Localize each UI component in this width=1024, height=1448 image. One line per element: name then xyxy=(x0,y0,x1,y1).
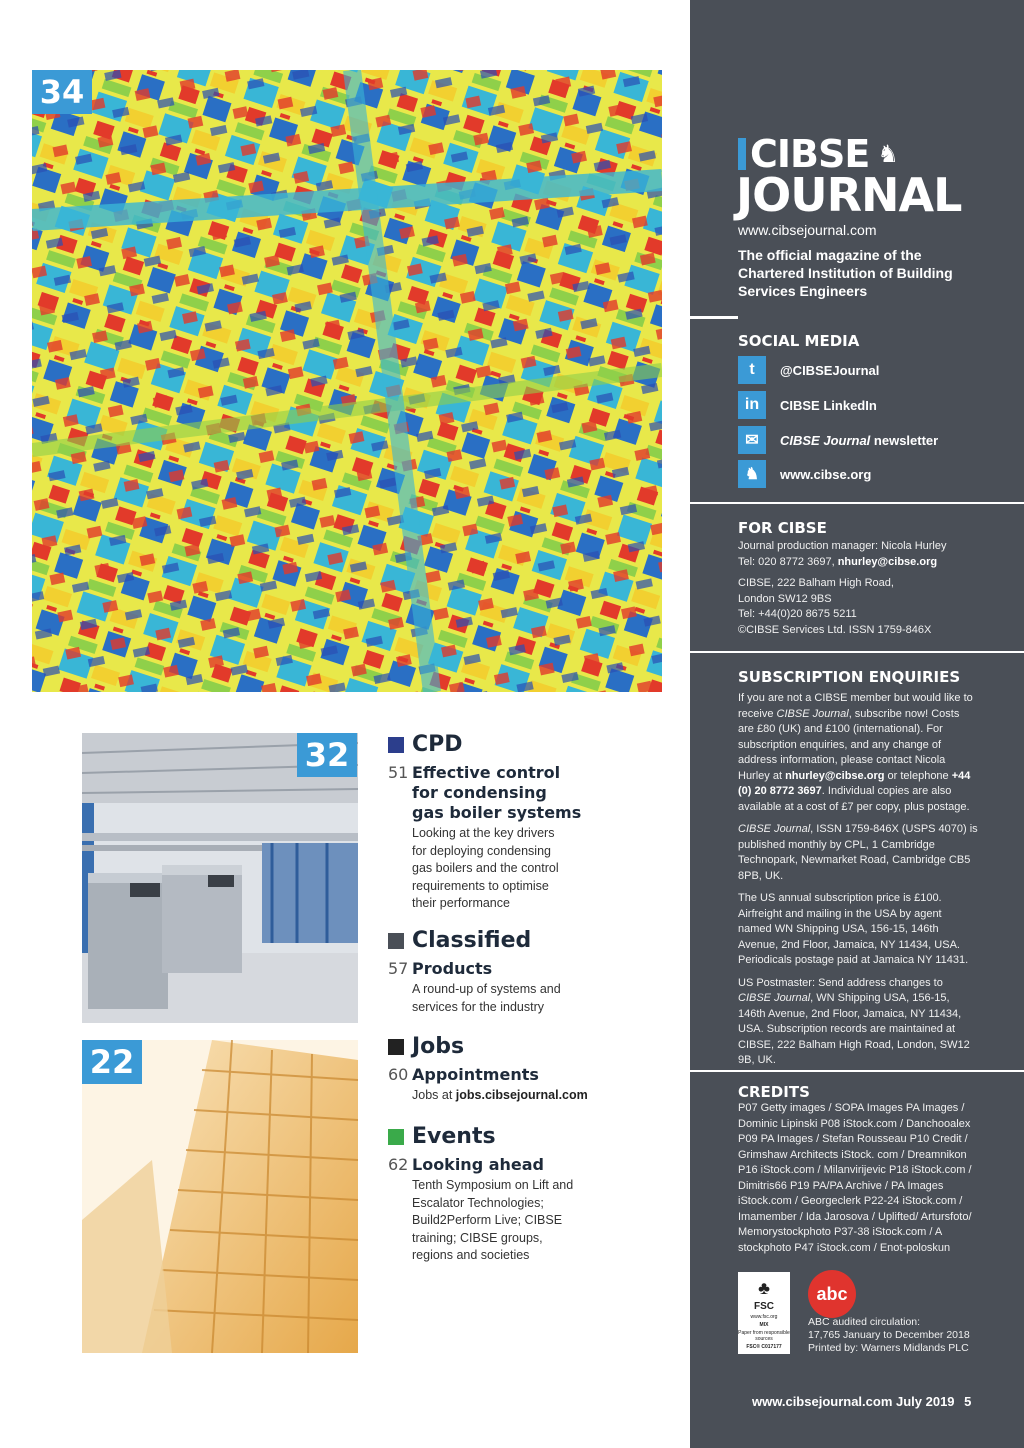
item-page-number: 51 xyxy=(388,763,409,782)
cibse-crest-icon: ♞ xyxy=(738,460,766,488)
contents-cpd xyxy=(388,732,678,913)
social-cibse-website[interactable]: ♞ www.cibse.org xyxy=(738,460,871,488)
divider xyxy=(690,1070,1024,1072)
section-title: Classified xyxy=(412,928,532,953)
email-link[interactable]: nhurley@cibse.org xyxy=(785,769,885,782)
thermal-aerial-image xyxy=(32,70,662,692)
section-square-icon xyxy=(388,1129,404,1145)
item-page-number: 62 xyxy=(388,1155,409,1174)
contents-item[interactable] xyxy=(388,959,678,1016)
journal-url[interactable]: www.cibsejournal.com xyxy=(738,222,877,238)
section-heading-events xyxy=(388,1124,678,1149)
sidebar xyxy=(690,0,1024,1448)
section-title: CPD xyxy=(412,732,463,757)
item-description: A round-up of systems and services for the industry xyxy=(412,982,561,1014)
contents-item[interactable] xyxy=(388,1155,678,1265)
contents-classified xyxy=(388,928,678,1016)
contents-item[interactable] xyxy=(388,763,678,913)
social-newsletter[interactable]: ✉ CIBSE Journal newsletter xyxy=(738,426,938,454)
subscription-heading: SUBSCRIPTION ENQUIRIES xyxy=(738,668,961,686)
abc-circulation: ABC audited circulation: 17,765 January to December 2018 Printed by: Warners Midlands PLC xyxy=(808,1316,970,1354)
tagline: The official magazine of the Chartered Institution of Building Services Engineers xyxy=(738,247,953,299)
jobs-link[interactable]: jobs.cibsejournal.com xyxy=(455,1088,588,1102)
item-page-number: 60 xyxy=(388,1065,409,1084)
journal-logo: JOURNAL xyxy=(736,168,962,222)
item-page-number: 57 xyxy=(388,959,409,978)
contents-events xyxy=(388,1124,678,1265)
item-description: Looking at the key drivers for deploying condensing gas boilers and the control requirements to optimise their performance xyxy=(412,826,559,910)
contents-jobs xyxy=(388,1034,678,1105)
page-footer: www.cibsejournal.com July 2019 5 xyxy=(752,1394,972,1409)
for-cibse-contact: Journal production manager: Nicola Hurley Tel: 020 8772 3697, nhurley@cibse.org CIBSE, 222 Balham High Road, London SW12 9BS Tel: +44(0)20 8675 5211 ©CIBSE Services Ltd. ISSN 1759-846X xyxy=(738,540,947,636)
email-link[interactable]: nhurley@cibse.org xyxy=(837,555,938,568)
item-description: Jobs at jobs.cibsejournal.com xyxy=(412,1088,588,1102)
abc-logo: abc xyxy=(808,1270,856,1318)
fsc-logo: ♣ FSC www.fsc.org MIX Paper from responsible sources FSC® C017177 xyxy=(738,1272,790,1354)
item-title: Products xyxy=(412,959,493,978)
tree-icon: ♣ xyxy=(758,1278,770,1298)
building-photo xyxy=(82,1040,358,1353)
twitter-icon: t xyxy=(738,356,766,384)
page-number: 5 xyxy=(964,1394,972,1409)
section-heading-classified xyxy=(388,928,678,953)
section-title: Events xyxy=(412,1124,496,1149)
section-square-icon xyxy=(388,1039,404,1055)
page-badge-32: 32 xyxy=(297,733,357,777)
item-title: Looking ahead xyxy=(412,1155,545,1174)
section-square-icon xyxy=(388,933,404,949)
social-heading: SOCIAL MEDIA xyxy=(738,332,860,350)
subscription-text: If you are not a CIBSE member but would like to receive CIBSE Journal, subscribe now! Costs are £80 (UK) and £100 (international). For subscription enquiries, and any change of address information, please contact Nicola Hurley at nhurley@cibse.org or telephone +44 (0) 20 8772 3697. Individual copies are also available at a cost of £7 per copy, plus postage. CIBSE Journal, ISSN 1759-846X (USPS 4070) is published monthly by CPL, 1 Cambridge Technopark, Newmarket Road, Cambridge CB5 8PB, UK. The US annual subscription price is £100. Airfreight and mailing in the USA by agent named WN Shipping USA, 156-15, 146th Avenue, 2nd Floor, Jamaica, NY 11434, USA. Periodicals postage paid at Jamaica NY 11431. US Postmaster: Send address changes to CIBSE Journal, WN Shipping USA, 156-15, 146th Avenue, 2nd Floor, Jamaica, NY 11434, USA. Subscription records are maintained at CIBSE, 222 Balham High Road, London, SW12 9B, UK. xyxy=(738,692,978,1066)
section-square-icon xyxy=(388,737,404,753)
divider xyxy=(690,502,1024,504)
section-title: Jobs xyxy=(412,1034,465,1059)
section-heading-jobs xyxy=(388,1034,678,1059)
contents-item[interactable] xyxy=(388,1065,678,1105)
social-twitter[interactable]: t @CIBSEJournal xyxy=(738,356,879,384)
social-linkedin[interactable]: in CIBSE LinkedIn xyxy=(738,391,877,419)
newsletter-icon: ✉ xyxy=(738,426,766,454)
item-title: Appointments xyxy=(412,1065,539,1084)
credits-heading: CREDITS xyxy=(738,1083,810,1101)
page-badge-22: 22 xyxy=(82,1040,142,1084)
linkedin-icon: in xyxy=(738,391,766,419)
cibse-logo: CIBSE ♞ xyxy=(738,132,898,176)
griffin-icon: ♞ xyxy=(877,140,898,168)
divider xyxy=(690,316,738,319)
item-description: Tenth Symposium on Lift and Escalator Technologies; Build2Perform Live; CIBSE training; CIBSE groups, regions and societies xyxy=(412,1178,574,1262)
page-badge-34: 34 xyxy=(32,70,92,114)
section-heading-cpd xyxy=(388,732,678,757)
for-cibse-heading: FOR CIBSE xyxy=(738,519,827,537)
credits-text: P07 Getty images / SOPA Images PA Images / Dominic Lipinski P08 iStock.com / Danchooalex P09 PA Images / Stefan Rousseau P10 Credit / Grimshaw Architects iStock. com / Dreamnikon P16 iStock.com / Milanvirijevic P18 iStock.com / Dimitris66 P19 PA/PA Archive / PA Images iStock.com / Georgeclerk P22-24 iStock.com / Imamember / Ida Jarosova / Uplifted/ Artursfoto/ Memorystockphoto P37-38 iStock.com / A stockphoto P47 iStock.com / Enot-poloskun xyxy=(738,1102,972,1254)
item-title: Effective control for condensing gas boiler systems xyxy=(412,763,582,822)
divider xyxy=(690,651,1024,653)
logo-bar xyxy=(738,138,746,170)
